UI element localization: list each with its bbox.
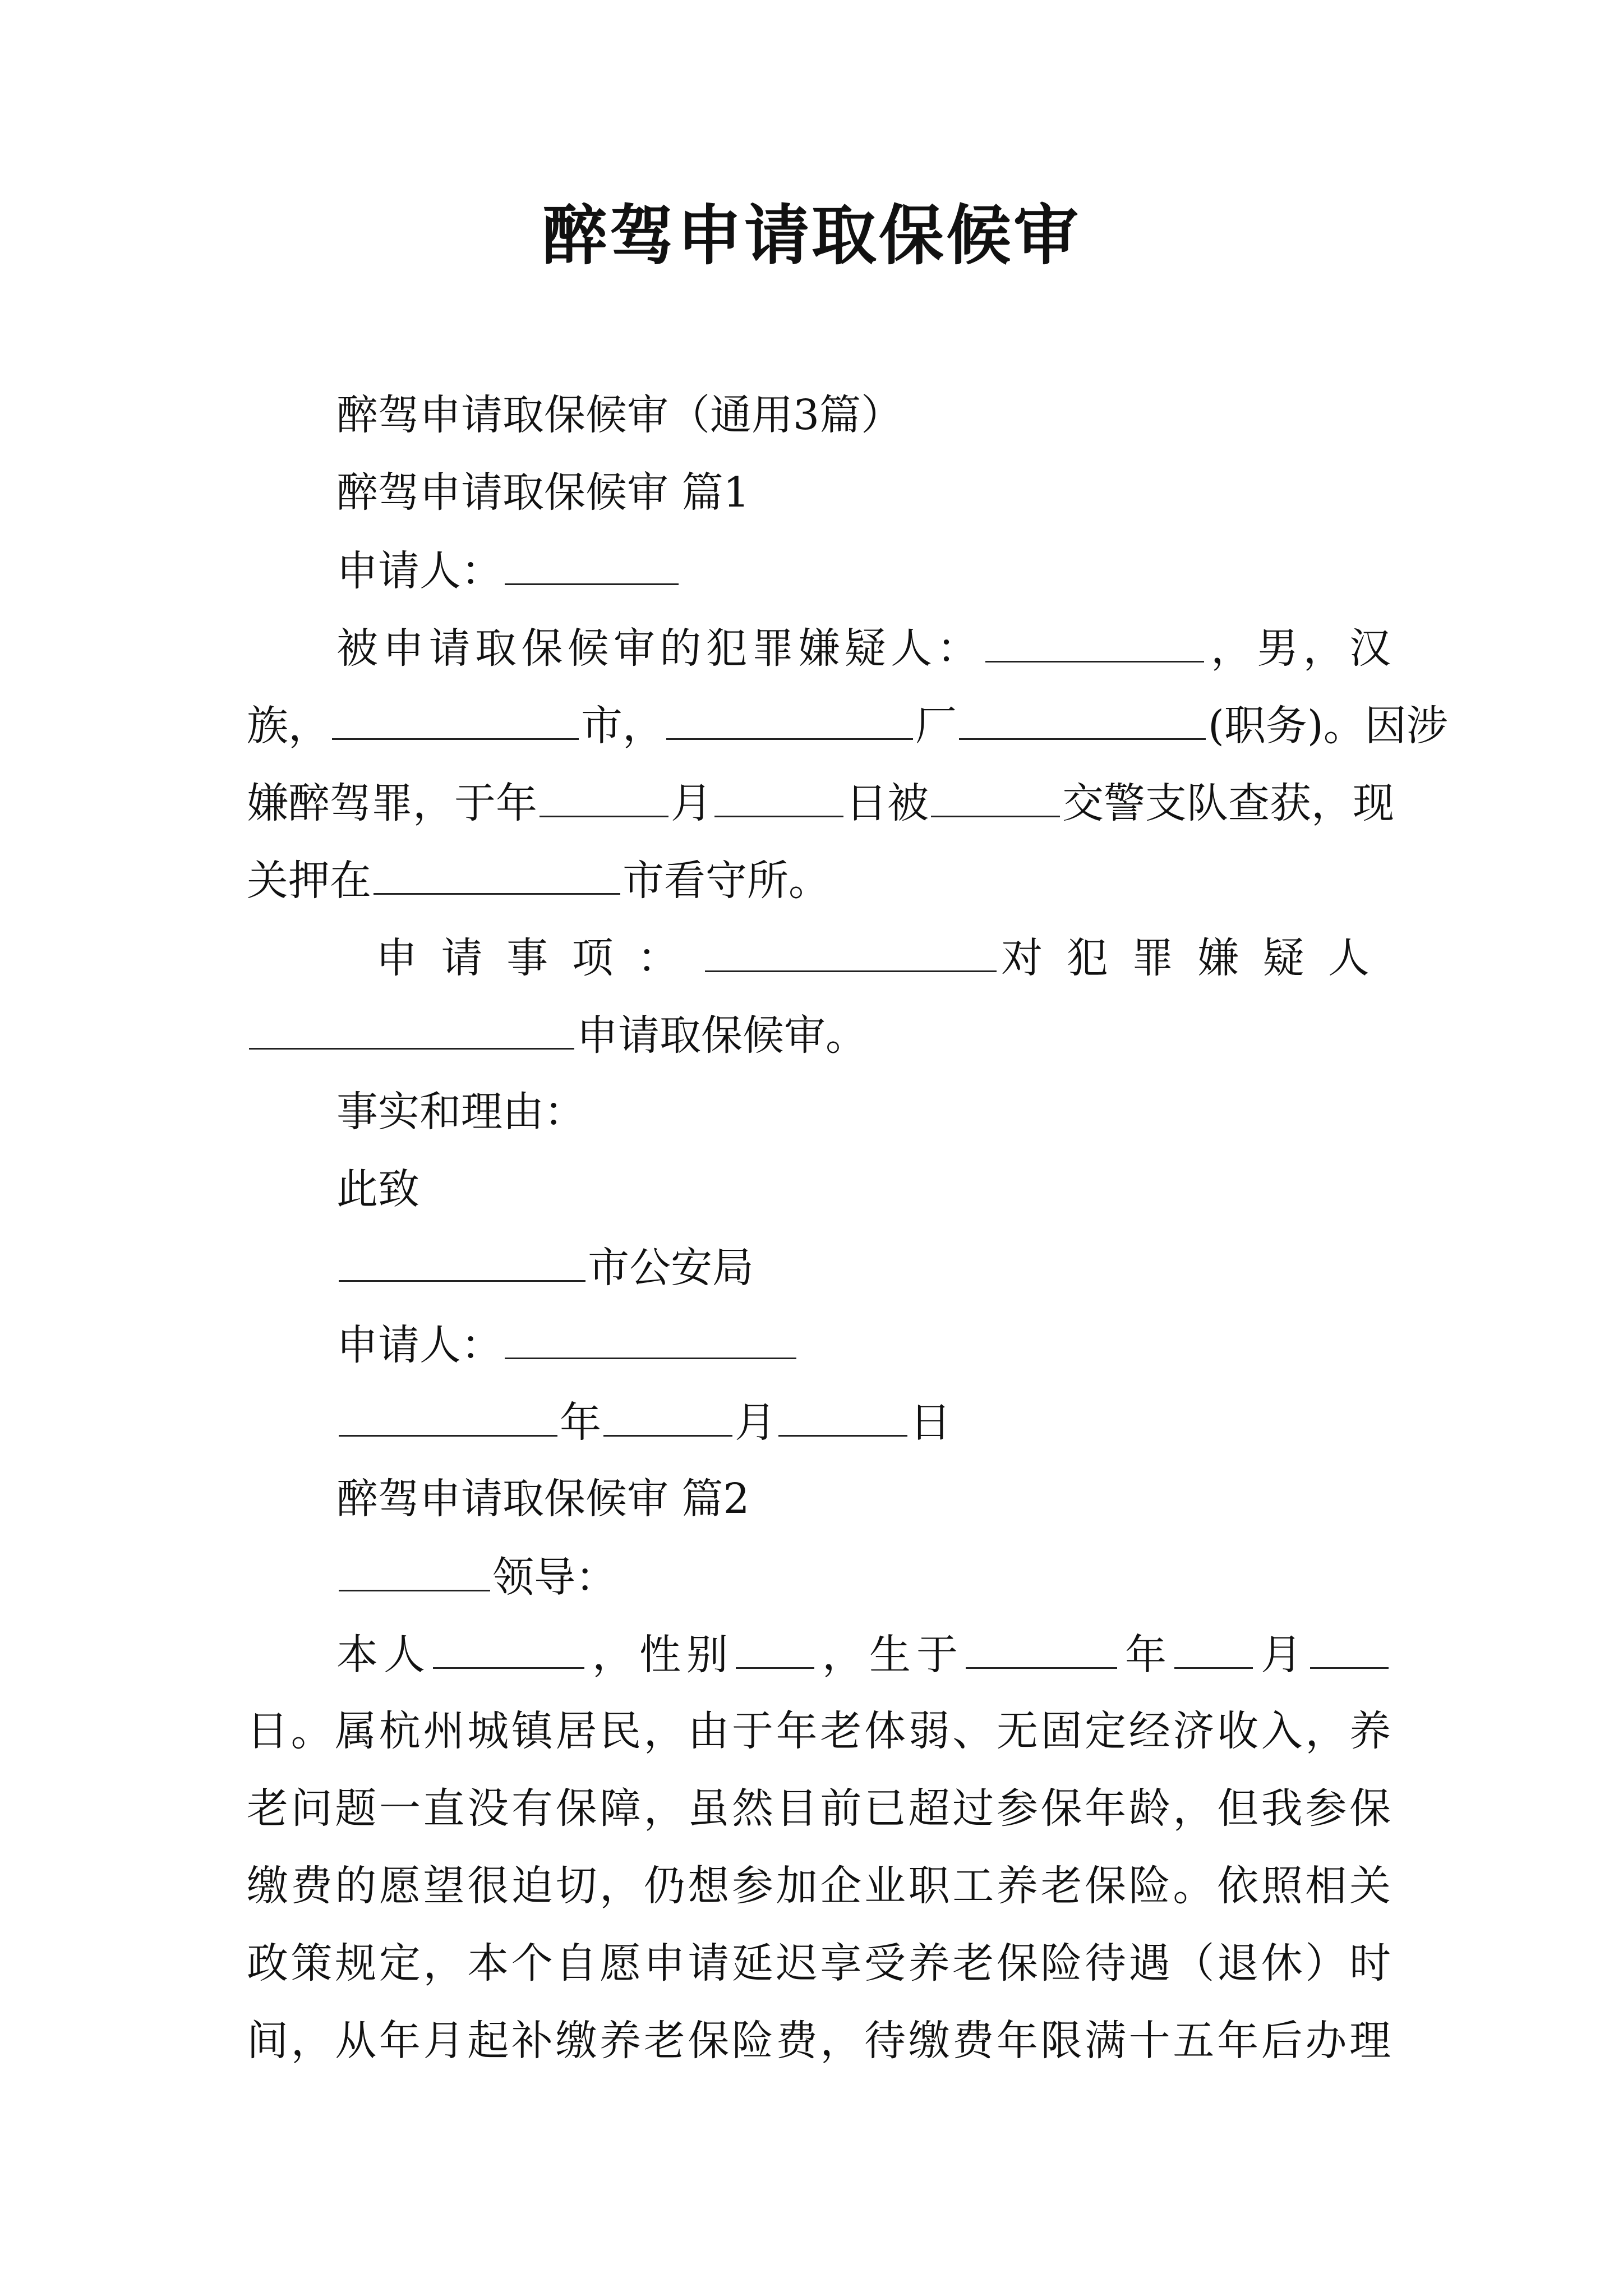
blank-field bbox=[374, 852, 620, 895]
text-segment: 年 bbox=[1119, 1631, 1172, 1679]
applicant-label: 申请人： bbox=[336, 547, 502, 595]
blank-field bbox=[985, 619, 1204, 662]
blank-field bbox=[736, 1626, 814, 1669]
blank-field bbox=[966, 1626, 1117, 1669]
text-segment: 关押在 bbox=[247, 857, 371, 905]
blank-field bbox=[1174, 1626, 1253, 1669]
date-line bbox=[336, 1393, 1391, 1451]
text-segment: ，生于 bbox=[817, 1631, 963, 1679]
blank-field bbox=[714, 774, 843, 817]
document-title: 醉驾申请取保候审 bbox=[542, 197, 1081, 274]
text-segment: 族， bbox=[247, 702, 330, 750]
text-segment: 领导： bbox=[492, 1553, 617, 1602]
suspect-line bbox=[336, 619, 1391, 677]
text-segment: 月 bbox=[671, 779, 712, 827]
paragraph-line: 间，从年月起补缴养老保险费，待缴费年限满十五年后办理 bbox=[247, 2017, 1391, 2065]
text-segment: 月 bbox=[735, 1398, 776, 1447]
suspect-label: 被申请取保候审的犯罪嫌疑人： bbox=[336, 624, 983, 673]
matter-label: 申请事项： bbox=[376, 934, 703, 982]
matter-line bbox=[376, 929, 1391, 986]
section-1-heading: 醉驾申请取保候审 篇1 bbox=[336, 468, 750, 517]
text-segment: 交警支队查获，现 bbox=[1062, 779, 1394, 827]
recipient-name: 市公安局 bbox=[588, 1244, 754, 1292]
text-segment: 年 bbox=[560, 1398, 601, 1447]
text-segment: 厂 bbox=[915, 702, 957, 750]
text-segment: 对犯罪嫌疑人 bbox=[998, 934, 1391, 982]
blank-field bbox=[1310, 1626, 1389, 1669]
paragraph-line bbox=[247, 697, 1448, 754]
text-segment: 本人 bbox=[336, 1631, 431, 1679]
text-segment: 申请取保候审。 bbox=[577, 1011, 867, 1060]
blank-field bbox=[339, 1393, 557, 1437]
blank-field bbox=[778, 1393, 907, 1437]
blank-field bbox=[505, 542, 679, 585]
paragraph-line: 日。属杭州城镇居民，由于年老体弱、无固定经济收入，养 bbox=[247, 1707, 1391, 1755]
paragraph-line: 老问题一直没有保障，虽然目前已超过参保年龄，但我参保 bbox=[247, 1784, 1391, 1833]
blank-field bbox=[705, 929, 997, 972]
leader-line bbox=[336, 1548, 1391, 1605]
section-2-heading: 醉驾申请取保候审 篇2 bbox=[336, 1475, 750, 1523]
text-segment: 嫌醉驾罪，于年 bbox=[247, 779, 537, 827]
blank-field bbox=[339, 1239, 585, 1282]
suspect-gender: ，男，汉 bbox=[1206, 624, 1391, 673]
blank-field bbox=[339, 1548, 490, 1591]
paragraph-line bbox=[247, 852, 1391, 909]
blank-field bbox=[249, 1006, 574, 1050]
signature-line bbox=[336, 1316, 1391, 1373]
blank-field bbox=[603, 1393, 732, 1437]
paragraph-line bbox=[247, 1006, 1391, 1064]
applicant-line bbox=[336, 542, 1391, 599]
text-segment: 日被 bbox=[846, 779, 929, 827]
text-segment: 日 bbox=[910, 1398, 951, 1447]
facts-label: 事实和理由： bbox=[336, 1088, 585, 1136]
paragraph-line: 政策规定，本个自愿申请延迟享受养老保险待遇（退休）时 bbox=[247, 1939, 1391, 1987]
recipient-line bbox=[336, 1239, 1391, 1296]
salutation: 此致 bbox=[336, 1165, 419, 1213]
paragraph-line: 缴费的愿望很迫切，仍想参加企业职工养老保险。依照相关 bbox=[247, 1862, 1391, 1910]
blank-field bbox=[433, 1626, 584, 1669]
signature-label: 申请人： bbox=[336, 1321, 502, 1369]
blank-field bbox=[931, 774, 1060, 817]
intro-line: 醉驾申请取保候审（通用3篇） bbox=[336, 391, 903, 439]
text-segment: 市看守所。 bbox=[623, 857, 830, 905]
text-segment: 市， bbox=[581, 702, 664, 750]
blank-field bbox=[540, 774, 668, 817]
paragraph-line bbox=[247, 774, 1394, 831]
blank-field bbox=[332, 697, 579, 740]
text-segment: 月 bbox=[1255, 1631, 1308, 1679]
text-segment: (职务)。因涉 bbox=[1208, 702, 1448, 750]
blank-field bbox=[959, 697, 1206, 740]
text-segment: ，性别 bbox=[587, 1631, 734, 1679]
paragraph-line bbox=[336, 1626, 1391, 1683]
blank-field bbox=[666, 697, 913, 740]
blank-field bbox=[505, 1316, 796, 1359]
